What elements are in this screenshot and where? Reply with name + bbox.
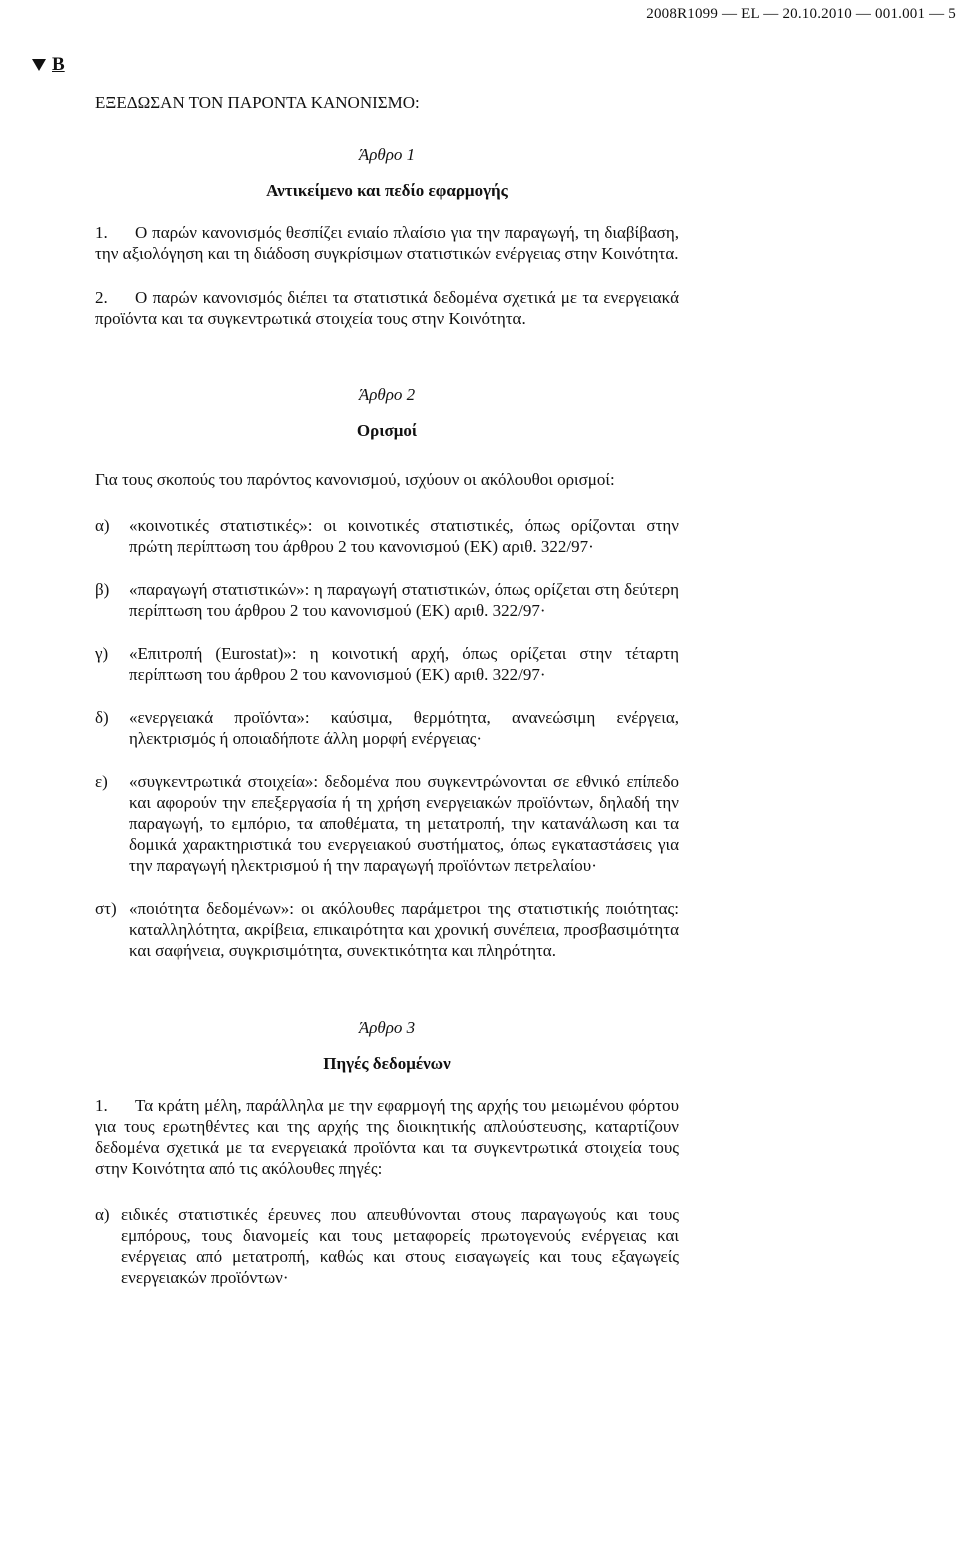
article-1-paragraph-2	[95, 287, 679, 329]
definition-label: στ)	[95, 899, 117, 918]
source-item	[95, 1204, 679, 1288]
article-1-heading: Αντικείμενο και πεδίο εφαρμογής	[266, 181, 508, 200]
version-marker	[32, 54, 65, 76]
paragraph-number: 1.	[95, 1096, 108, 1115]
article-3-heading: Πηγές δεδομένων	[323, 1054, 451, 1073]
article-1	[95, 144, 679, 329]
definition-item	[95, 515, 679, 557]
definition-label: δ)	[95, 708, 109, 727]
article-3-paragraph-1	[95, 1095, 679, 1179]
article-3	[95, 1017, 679, 1288]
article-2-heading: Ορισμοί	[356, 421, 418, 440]
definition-label: α)	[95, 516, 110, 535]
document-body	[95, 92, 679, 1310]
source-label: α)	[95, 1205, 110, 1224]
article-3-title: Άρθρο 3	[358, 1018, 416, 1037]
paragraph-text: Τα κράτη μέλη, παράλληλα με την εφαρμογή της αρχής του μειωμένου φόρτου για τους ερωτηθέντες και της αρχής της διοικητικής απλούστευσης, καταρτίζουν δεδομένα σχετικά με τα ενεργειακά προϊόντα και τα συγκεντρωτικά στοιχεία τους στην Κοινότητα από τις ακόλουθες πηγές:	[95, 1096, 679, 1178]
article-2-intro: Για τους σκοπούς του παρόντος κανονισμού, ισχύουν οι ακόλουθοι ορισμοί:	[95, 470, 615, 489]
triangle-down-icon	[32, 59, 46, 71]
source-text: ειδικές στατιστικές έρευνες που απευθύνονται στους παραγωγούς και τους εμπόρους, τους διανομείς και τους μεταφορείς πρωτογενούς ενέργειας και ενέργειας από μετατροπή, καθώς και στους εισαγωγείς και τους εξαγωγείς ενεργειακών προϊόντων·	[121, 1205, 679, 1287]
article-2-title: Άρθρο 2	[358, 385, 416, 404]
definition-item	[95, 707, 679, 749]
paragraph-number: 2.	[95, 288, 108, 307]
definition-label: γ)	[95, 644, 109, 663]
definition-text: «παραγωγή στατιστικών»: η παραγωγή στατιστικών, όπως ορίζεται στη δεύτερη περίπτωση του άρθρου 2 του κανονισμού (ΕΚ) αριθ. 322/97·	[129, 580, 679, 620]
definition-item	[95, 579, 679, 621]
version-marker-letter: B	[52, 54, 65, 75]
definition-label: ε)	[95, 772, 108, 791]
definition-item	[95, 898, 679, 961]
paragraph-number: 1.	[95, 223, 108, 242]
paragraph-text: Ο παρών κανονισμός θεσπίζει ενιαίο πλαίσιο για την παραγωγή, τη διαβίβαση, την αξιολόγηση και τη διάδοση συγκρίσιμων στατιστικών ενέργειας στην Κοινότητα.	[95, 223, 679, 263]
definition-item	[95, 771, 679, 876]
article-1-title: Άρθρο 1	[358, 145, 416, 164]
paragraph-text: Ο παρών κανονισμός διέπει τα στατιστικά δεδομένα σχετικά με τα ενεργειακά προϊόντα και τα συγκεντρωτικά στοιχεία τους στην Κοινότητα.	[95, 288, 679, 328]
article-2	[95, 384, 679, 961]
definition-text: «ενεργειακά προϊόντα»: καύσιμα, θερμότητα, ανανεώσιμη ενέργεια, ηλεκτρισμός ή οποιαδήποτε άλλη μορφή ενέργειας·	[129, 708, 679, 748]
definition-text: «κοινοτικές στατιστικές»: οι κοινοτικές στατιστικές, όπως ορίζονται στην πρώτη περίπτωση του άρθρου 2 του κανονισμού (ΕΚ) αριθ. 322/97·	[129, 516, 679, 556]
definition-item	[95, 643, 679, 685]
article-1-paragraph-1	[95, 222, 679, 264]
definition-text: «συγκεντρωτικά στοιχεία»: δεδομένα που συγκεντρώνονται σε εθνικό επίπεδο και αφορούν την επεξεργασία ή τη χρήση ενεργειακών προϊόντων, δηλαδή την παραγωγή, το εμπόριο, τα αποθέματα, τη μετατροπή, την κατανάλωση και τα δομικά χαρακτηριστικά του ενεργειακού συστήματος, όπως εγκαταστάσεις για την παραγωγή ηλεκτρισμού ή την παραγωγή προϊόντων πετρελαίου·	[129, 772, 679, 875]
definition-text: «Επιτροπή (Eurostat)»: η κοινοτική αρχή, όπως ορίζεται στην τέταρτη περίπτωση του άρθρου 2 του κανονισμού (ΕΚ) αριθ. 322/97·	[129, 644, 679, 684]
document-header-reference: 2008R1099 — EL — 20.10.2010 — 001.001 — 5	[646, 6, 956, 22]
decree-line: ΕΞΕΔΩΣΑΝ ΤΟΝ ΠΑΡΟΝΤΑ ΚΑΝΟΝΙΣΜΟ:	[95, 93, 420, 112]
definition-label: β)	[95, 580, 110, 599]
definition-text: «ποιότητα δεδομένων»: οι ακόλουθες παράμετροι της στατιστικής ποιότητας: καταλληλότητα, ακρίβεια, επικαιρότητα και χρονική συνέπεια, προσβασιμότητα και σαφήνεια, συγκρισιμότητα, συνεκτικότητα και πληρότητα.	[129, 899, 679, 960]
